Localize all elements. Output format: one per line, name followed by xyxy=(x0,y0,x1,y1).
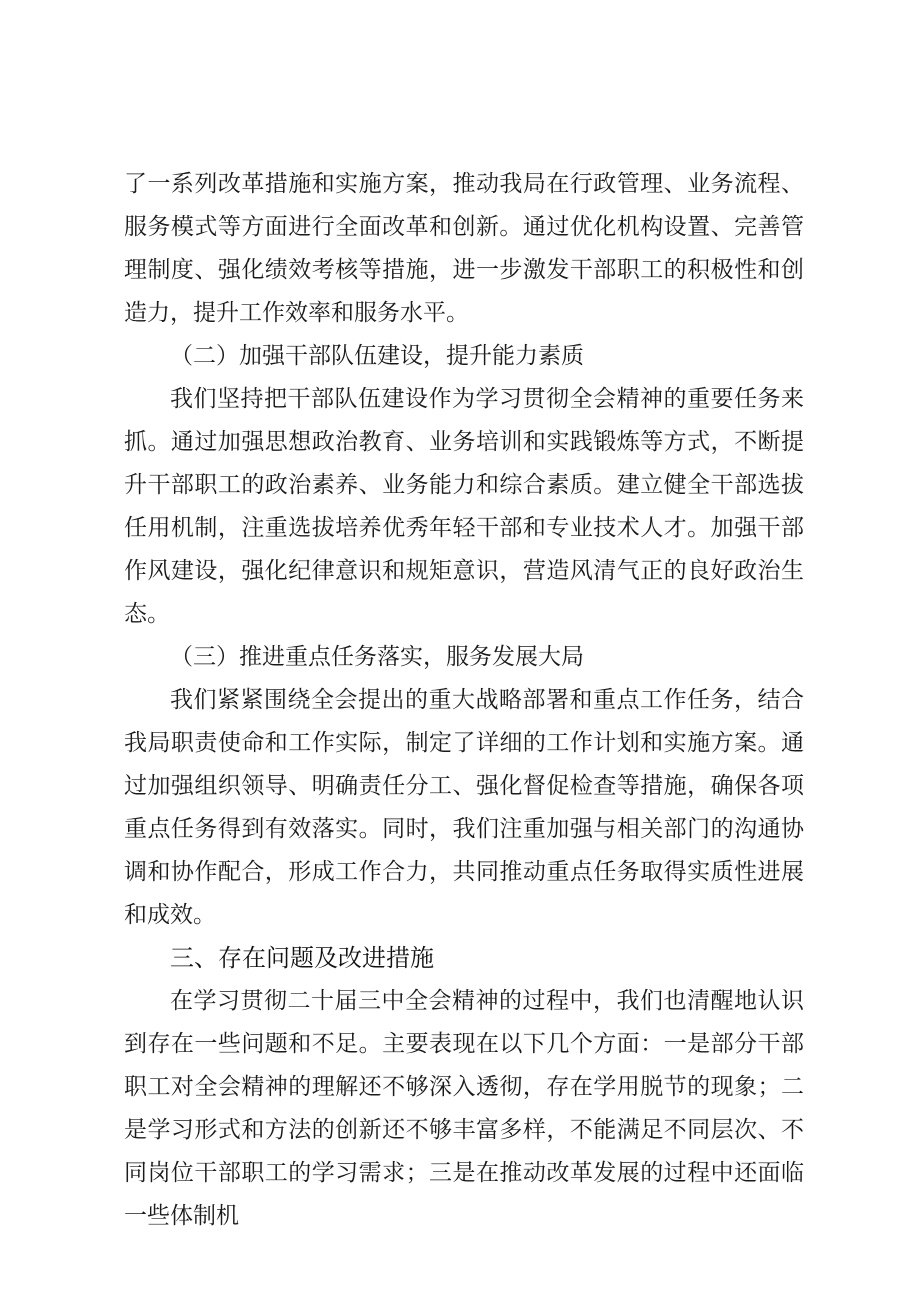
section-heading-problems: 三、存在问题及改进措施 xyxy=(170,944,434,972)
paragraph-cadre-team: 我们坚持把干部队伍建设作为学习贯彻全会精神的重要任务来抓。通过加强思想政治教育、业务培训和实践锻炼等方式，不断提升干部职工的政治素养、业务能力和综合素质。建立健全干部选拔任用机制，注重选拔培养优秀年轻干部和专业技术人才。加强干部作风建设，强化纪律意识和规矩意识，营造风清气正的良好政治生态。 xyxy=(124,386,804,627)
paragraph-continued-reform: 了一系列改革措施和实施方案，推动我局在行政管理、业务流程、服务模式等方面进行全面改革和创新。通过优化机构设置、完善管理制度、强化绩效考核等措施，进一步激发干部职工的积极性和创造力，提升工作效率和服务水平。 xyxy=(124,171,804,326)
paragraph-key-tasks: 我们紧紧围绕全会提出的重大战略部署和重点工作任务，结合我局职责使命和工作实际，制定了详细的工作计划和实施方案。通过加强组织领导、明确责任分工、强化督促检查等措施，确保各项重点任务得到有效落实。同时，我们注重加强与相关部门的沟通协调和协作配合，形成工作合力，共同推动重点任务取得实质性进展和成效。 xyxy=(124,687,804,928)
paragraph-problems: 在学习贯彻二十届三中全会精神的过程中，我们也清醒地认识到存在一些问题和不足。主要表现在以下几个方面：一是部分干部职工对全会精神的理解还不够深入透彻，存在学用脱节的现象；二是学习形式和方法的创新还不够丰富多样，不能满足不同层次、不同岗位干部职工的学习需求；三是在推动改革发展的过程中还面临一些体制机 xyxy=(124,988,804,1229)
subheading-key-tasks: （三）推进重点任务落实，服务发展大局 xyxy=(170,644,584,670)
subheading-cadre-team: （二）加强干部队伍建设，提升能力素质 xyxy=(170,343,584,369)
document-body xyxy=(124,163,804,1238)
